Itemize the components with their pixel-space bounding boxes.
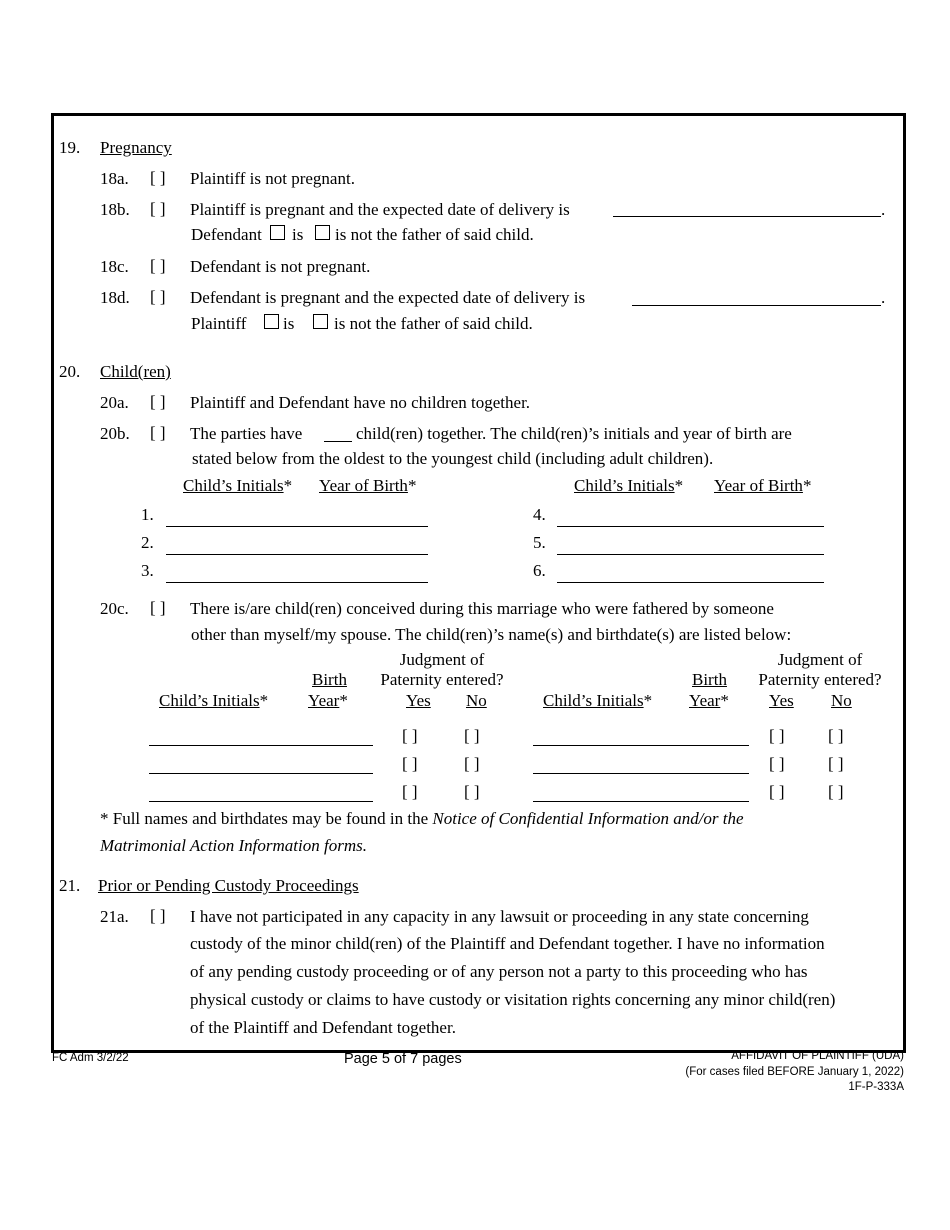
item-18d-is-text: is xyxy=(283,314,295,333)
item-20b-text3: stated below from the oldest to the youngest child (including adult children). xyxy=(192,449,714,468)
footer-form-code: 1F-P-333A xyxy=(848,1081,904,1093)
footer-title: AFFIDAVIT OF PLAINTIFF (UDA) xyxy=(731,1050,904,1062)
item-18d-checkbox[interactable]: [ ] xyxy=(150,287,166,306)
section-20-number: 20. xyxy=(59,362,81,381)
item-21a-checkbox[interactable]: [ ] xyxy=(150,906,166,925)
paternity-no-checkbox[interactable]: [ ] xyxy=(464,726,480,745)
table-year-header-right: Year* xyxy=(689,691,729,710)
item-21a-line: of any pending custody proceeding or of any person not a party to this proceeding who has xyxy=(190,962,808,981)
child-row-number: 2. xyxy=(141,533,154,552)
child-row-number: 6. xyxy=(533,561,546,580)
item-18d-period: . xyxy=(881,288,886,307)
footer-page-number: Page 5 of 7 pages xyxy=(344,1051,462,1067)
paternity-yes-checkbox[interactable]: [ ] xyxy=(769,726,785,745)
item-18b-defendant-label: Defendant xyxy=(191,225,262,244)
item-18b-isnot-text: is not the father of said child. xyxy=(335,225,534,244)
item-18d-date-field[interactable] xyxy=(632,305,881,306)
item-21a-line: of the Plaintiff and Defendant together. xyxy=(190,1018,456,1037)
item-20b-text2: child(ren) together. The child(ren)’s initials and year of birth are xyxy=(356,424,792,443)
table-yes-header-right: Yes xyxy=(769,691,794,710)
table-initials-header-right: Child’s Initials* xyxy=(543,691,653,710)
item-21a-line: I have not participated in any capacity in any lawsuit or proceeding in any state concerning xyxy=(190,907,809,926)
paternity-no-checkbox[interactable]: [ ] xyxy=(828,726,844,745)
section-19-title: Pregnancy xyxy=(100,138,172,157)
item-18b-label: 18b. xyxy=(100,200,130,219)
item-18d-isnot-checkbox[interactable] xyxy=(313,313,328,333)
footer-subtitle: (For cases filed BEFORE January 1, 2022) xyxy=(685,1066,904,1078)
item-20a-checkbox[interactable]: [ ] xyxy=(150,392,166,411)
item-18b-period: . xyxy=(881,200,886,219)
table-birth-header-right: Birth xyxy=(692,670,727,689)
item-20c-text2: other than myself/my spouse. The child(ren)’s name(s) and birthdate(s) are listed below: xyxy=(191,625,792,644)
item-21a-line: physical custody or claims to have custody or visitation rights concerning any minor child(ren) xyxy=(190,990,836,1009)
child-row-field[interactable] xyxy=(166,554,428,555)
section-21-title: Prior or Pending Custody Proceedings xyxy=(98,876,359,895)
footer-form-id: FC Adm 3/2/22 xyxy=(52,1052,129,1064)
paternity-no-checkbox[interactable]: [ ] xyxy=(464,754,480,773)
table-judgment-header-right: Judgment of xyxy=(777,650,863,669)
paternity-row-field[interactable] xyxy=(533,773,749,774)
paternity-row-field[interactable] xyxy=(149,745,373,746)
item-20c-text1: There is/are child(ren) conceived during this marriage who were fathered by someone xyxy=(190,599,774,618)
child-row-field[interactable] xyxy=(557,526,824,527)
item-18b-is-text: is xyxy=(292,225,304,244)
item-18b-isnot-checkbox[interactable] xyxy=(315,224,330,244)
paternity-row-field[interactable] xyxy=(149,773,373,774)
child-row-number: 1. xyxy=(141,505,154,524)
col-year-header-right: Year of Birth* xyxy=(714,476,812,495)
paternity-yes-checkbox[interactable]: [ ] xyxy=(769,782,785,801)
paternity-no-checkbox[interactable]: [ ] xyxy=(828,782,844,801)
item-20b-checkbox[interactable]: [ ] xyxy=(150,423,166,442)
paternity-row-field[interactable] xyxy=(533,801,749,802)
table-no-header-left: No xyxy=(466,691,487,710)
table-no-header-right: No xyxy=(831,691,852,710)
paternity-no-checkbox[interactable]: [ ] xyxy=(464,782,480,801)
item-21a-line: custody of the minor child(ren) of the Plaintiff and Defendant together. I have no information xyxy=(190,934,825,953)
paternity-no-checkbox[interactable]: [ ] xyxy=(828,754,844,773)
col-year-header-left: Year of Birth* xyxy=(319,476,417,495)
paternity-row-field[interactable] xyxy=(533,745,749,746)
paternity-yes-checkbox[interactable]: [ ] xyxy=(402,726,418,745)
child-row-number: 5. xyxy=(533,533,546,552)
section-19-number: 19. xyxy=(59,138,81,157)
item-18a-text: Plaintiff is not pregnant. xyxy=(190,169,355,188)
footnote-line1: * Full names and birthdates may be found in the Notice of Confidential Information and/or the xyxy=(100,809,744,828)
item-20b-label: 20b. xyxy=(100,424,130,443)
paternity-yes-checkbox[interactable]: [ ] xyxy=(402,754,418,773)
child-row-number: 4. xyxy=(533,505,546,524)
item-20c-checkbox[interactable]: [ ] xyxy=(150,598,166,617)
item-18d-label: 18d. xyxy=(100,288,130,307)
item-18a-label: 18a. xyxy=(100,169,129,188)
item-20c-label: 20c. xyxy=(100,599,129,618)
paternity-yes-checkbox[interactable]: [ ] xyxy=(769,754,785,773)
col-initials-header-left: Child’s Initials* xyxy=(183,476,293,495)
item-20a-label: 20a. xyxy=(100,393,129,412)
footnote-line2: Matrimonial Action Information forms. xyxy=(100,836,367,855)
item-20a-text: Plaintiff and Defendant have no children together. xyxy=(190,393,531,412)
item-18b-checkbox[interactable]: [ ] xyxy=(150,199,166,218)
table-birth-header-left: Birth xyxy=(312,670,347,689)
paternity-row-field[interactable] xyxy=(149,801,373,802)
table-year-header-left: Year* xyxy=(308,691,348,710)
item-18d-isnot-text: is not the father of said child. xyxy=(334,314,533,333)
section-20-title: Child(ren) xyxy=(100,362,171,381)
col-initials-header-right: Child’s Initials* xyxy=(574,476,684,495)
section-21-number: 21. xyxy=(59,876,81,895)
item-18c-text: Defendant is not pregnant. xyxy=(190,257,371,276)
table-initials-header-left: Child’s Initials* xyxy=(159,691,269,710)
table-paternity-header-left: Paternity entered? xyxy=(380,670,504,689)
item-20b-text1: The parties have xyxy=(190,424,303,443)
item-18a-checkbox[interactable]: [ ] xyxy=(150,168,166,187)
item-18d-plaintiff-label: Plaintiff xyxy=(191,314,247,333)
item-18c-checkbox[interactable]: [ ] xyxy=(150,256,166,275)
paternity-yes-checkbox[interactable]: [ ] xyxy=(402,782,418,801)
item-18d-text: Defendant is pregnant and the expected date of delivery is xyxy=(190,288,586,307)
child-row-number: 3. xyxy=(141,561,154,580)
item-20b-count-field[interactable] xyxy=(324,441,352,442)
item-18b-date-field[interactable] xyxy=(613,216,881,217)
child-row-field[interactable] xyxy=(166,526,428,527)
item-18b-is-checkbox[interactable] xyxy=(270,224,285,244)
child-row-field[interactable] xyxy=(557,554,824,555)
item-18c-label: 18c. xyxy=(100,257,129,276)
item-18b-text: Plaintiff is pregnant and the expected date of delivery is xyxy=(190,200,570,219)
child-row-field[interactable] xyxy=(166,582,428,583)
table-yes-header-left: Yes xyxy=(406,691,431,710)
child-row-field[interactable] xyxy=(557,582,824,583)
table-paternity-header-right: Paternity entered? xyxy=(758,670,882,689)
item-18d-is-checkbox[interactable] xyxy=(264,313,279,333)
table-judgment-header-left: Judgment of xyxy=(399,650,485,669)
item-21a-label: 21a. xyxy=(100,907,129,926)
